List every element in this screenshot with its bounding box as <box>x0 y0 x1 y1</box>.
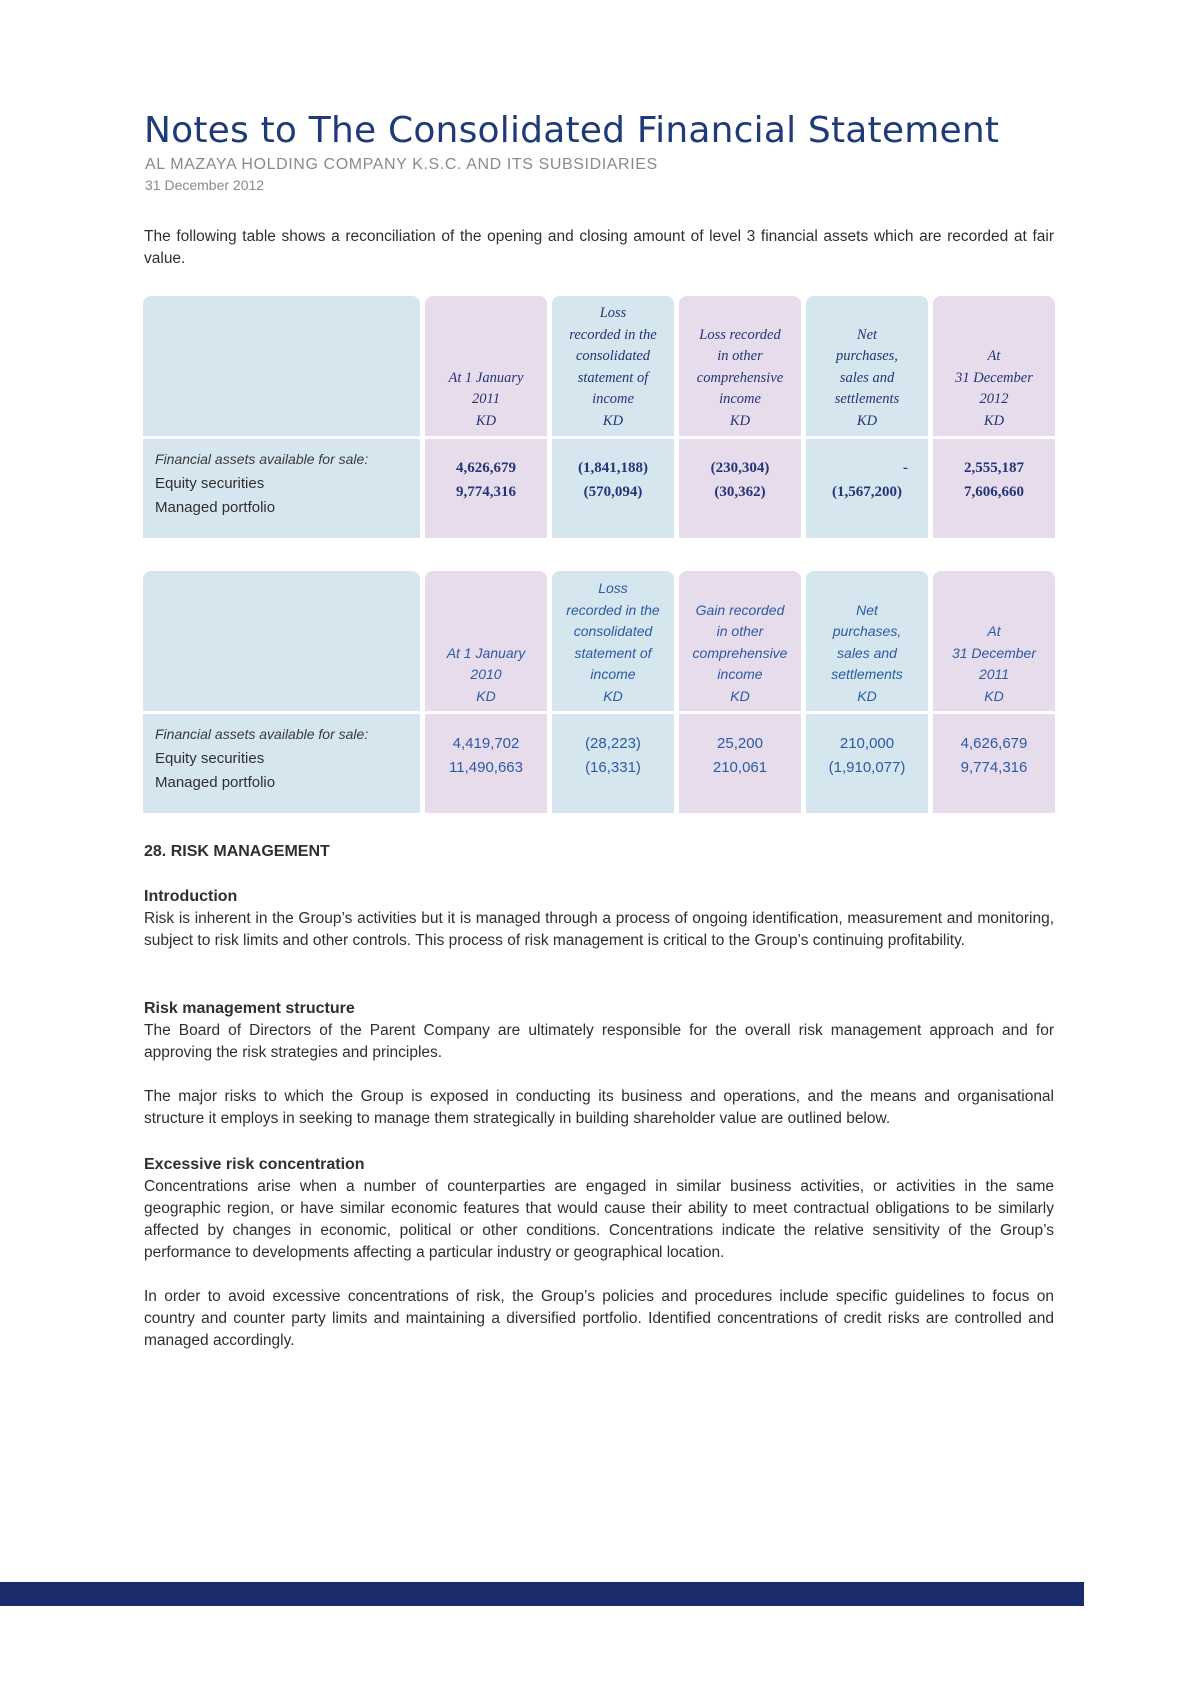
table-cell: 7,606,660 <box>964 484 1024 500</box>
table-cell: 210,000 <box>839 735 895 752</box>
row-label-managed: Managed portfolio <box>155 499 276 516</box>
column-header: At 1 January 2011 KD <box>448 369 524 429</box>
footer-bar <box>0 1582 1084 1606</box>
label-column <box>143 296 420 538</box>
subsection-heading: Risk management structure <box>144 1000 355 1017</box>
column-net-purchases <box>806 571 928 813</box>
label-column <box>143 571 420 813</box>
paragraph: In order to avoid excessive concentrations of risk, the Group’s policies and procedures include specific guidelines to focus on country and counter party limits and maintaining a diversified portfolio. Identified concentrations of credit risks are controlled and managed accordingly. <box>144 1288 1054 1349</box>
subsection-heading: Excessive risk concentration <box>144 1156 365 1173</box>
column-header: At 31 December 2012 KD <box>955 348 1033 429</box>
table-cell: 9,774,316 <box>456 484 516 500</box>
statement-date: 31 December 2012 <box>145 177 265 193</box>
table-cell: 4,419,702 <box>452 735 520 752</box>
paragraph: The Board of Directors of the Parent Company are ultimately responsible for the overall risk management approach and for approving the risk strategies and principles. <box>144 1022 1054 1061</box>
column-closing <box>933 296 1055 538</box>
table-cell: (1,910,077) <box>828 759 906 776</box>
table-cell: (1,841,188) <box>578 460 648 476</box>
table-cell: (230,304) <box>710 460 770 476</box>
reconciliation-table-2011 <box>143 571 1055 813</box>
column-header: At 31 December 2011 KD <box>951 623 1037 704</box>
risk-concentration-section <box>144 1154 1054 1352</box>
column-loss-income <box>552 296 674 538</box>
column-header: Net purchases, sales and settlements KD <box>834 326 900 429</box>
reconciliation-table-2012 <box>143 296 1055 538</box>
table-cell: 11,490,663 <box>449 759 523 776</box>
table-cell: (28,223) <box>585 735 641 752</box>
row-label-equity: Equity securities <box>155 750 265 767</box>
column-header: Loss recorded in the consolidated statement of income KD <box>569 305 657 429</box>
paragraph: The major risks to which the Group is exposed in conducting its business and operations, and the means and organisational structure it employs in seeking to manage them strategically in building shareholder value are outlined below. <box>144 1088 1054 1127</box>
table-cell: 9,774,316 <box>960 759 1028 776</box>
row-label-equity: Equity securities <box>155 475 265 492</box>
column-header: At 1 January 2010 KD <box>446 644 526 704</box>
table-cell: (30,362) <box>714 484 766 500</box>
column-opening <box>425 571 547 813</box>
risk-structure-section <box>144 998 1054 1130</box>
section-label: Financial assets available for sale: <box>155 451 369 467</box>
column-header: Loss recorded in the consolidated statement of income KD <box>566 580 660 704</box>
table-cell: (16,331) <box>585 759 641 776</box>
column-net-purchases <box>806 296 928 538</box>
table-cell: 2,555,187 <box>964 460 1024 476</box>
table-cell: (1,567,200) <box>832 484 902 500</box>
column-header: Loss recorded in other comprehensive income KD <box>696 326 784 429</box>
paragraph: Risk is inherent in the Group’s activities but it is managed through a process of ongoing identification, measurement and monitoring, subject to risk limits and other controls. This process of risk management is critical to the Group’s continuing profitability. <box>144 910 1054 949</box>
page-title: Notes to The Consolidated Financial Statement <box>144 110 1000 151</box>
intro-paragraph: The following table shows a reconciliation of the opening and closing amount of level 3 financial assets which are recorded at fair value. <box>144 228 1054 267</box>
column-header: Gain recorded in other comprehensive income KD <box>692 601 788 704</box>
column-closing <box>933 571 1055 813</box>
column-loss-income <box>552 571 674 813</box>
section-label: Financial assets available for sale: <box>155 726 369 742</box>
table-cell: 4,626,679 <box>960 735 1028 752</box>
row-label-managed: Managed portfolio <box>155 774 276 791</box>
table-cell: 25,200 <box>717 735 763 752</box>
column-opening <box>425 296 547 538</box>
column-oci <box>679 296 801 538</box>
paragraph: Concentrations arise when a number of counterparties are engaged in similar business activities, or activities in the same geographic region, or have similar economic features that would cause their ability to meet contractual obligations to be similarly affected by changes in economic, political or other conditions. Concentrations indicate the relative sensitivity of the Group’s performance to developments affecting a particular industry or geographical location. <box>144 1178 1054 1261</box>
company-name: AL MAZAYA HOLDING COMPANY K.S.C. AND ITS SUBSIDIARIES <box>145 156 658 173</box>
table-cell: 210,061 <box>712 759 768 776</box>
section-title: 28. RISK MANAGEMENT <box>144 843 330 860</box>
table-cell: (570,094) <box>583 484 643 500</box>
column-oci <box>679 571 801 813</box>
table-cell: 4,626,679 <box>456 460 516 476</box>
table-cell: - <box>903 460 908 476</box>
introduction-section <box>144 886 1054 952</box>
subsection-heading: Introduction <box>144 888 238 905</box>
column-header: Net purchases, sales and settlements KD <box>831 601 903 704</box>
